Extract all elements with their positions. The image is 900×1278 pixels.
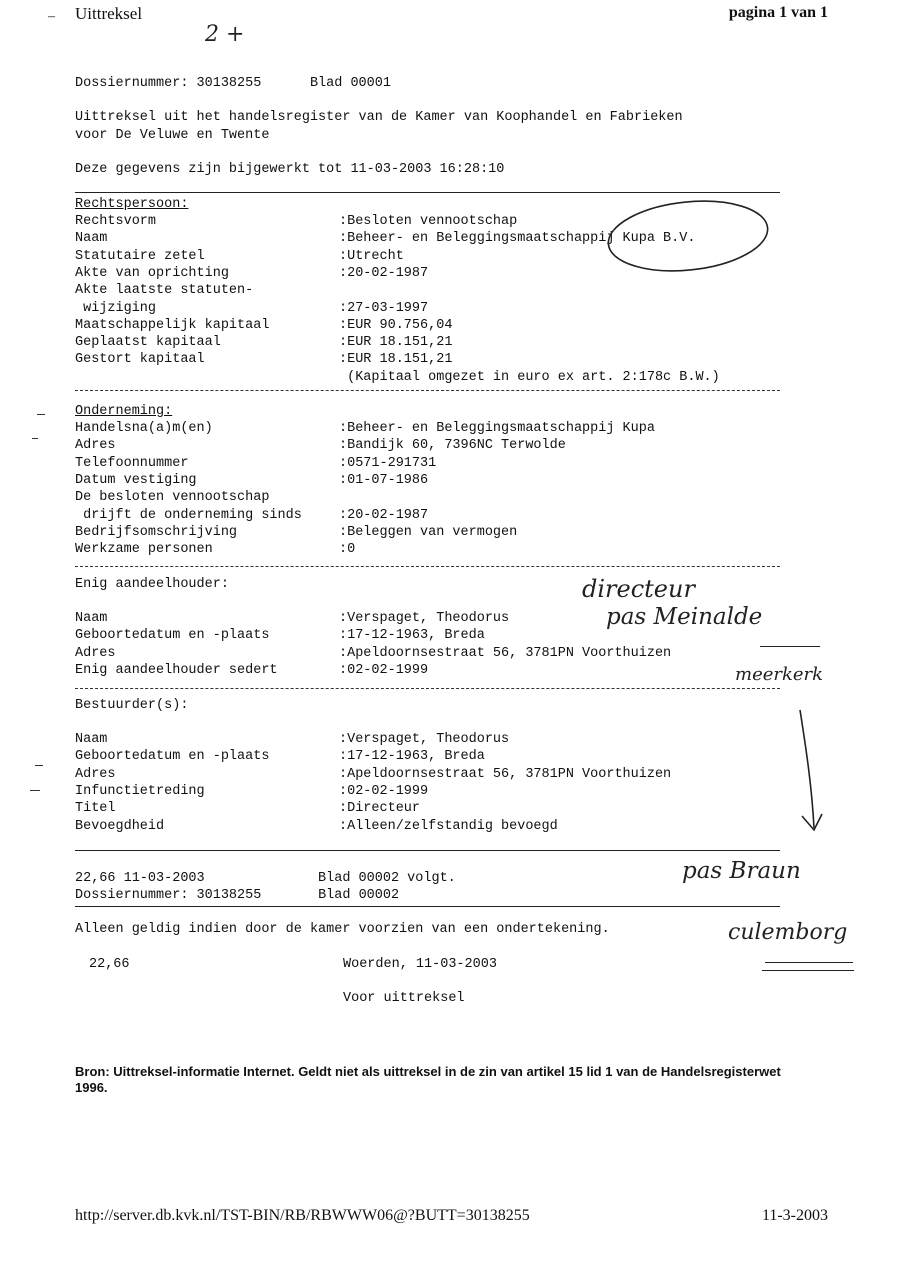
field-label: Handelsna(a)m(en) (75, 421, 213, 436)
section-rule (75, 192, 780, 193)
field-label: Statutaire zetel (75, 248, 205, 264)
field-row (75, 819, 558, 834)
field-row (75, 628, 485, 643)
handwritten-underline (765, 962, 853, 963)
field-label: Enig aandeelhouder sedert (75, 662, 278, 678)
field-value: :01-07-1986 (339, 472, 429, 488)
field-row (75, 301, 428, 316)
closing-line-2: Dossiernummer: 30138255 Blad 00002 (75, 888, 400, 903)
field-label: Geplaatst kapitaal (75, 335, 221, 351)
field-value: :02-02-1999 (339, 783, 429, 799)
field-value: :EUR 90.756,04 (339, 317, 453, 333)
field-value: :Verspaget, Theodorus (339, 611, 510, 626)
field-row (75, 473, 428, 488)
field-label: Naam (75, 611, 108, 626)
margin-mark (32, 438, 38, 439)
field-value: :Apeldoornsestraat 56, 3781PN Voorthuizen (339, 645, 672, 661)
field-label: Adres (75, 645, 116, 661)
field-row (75, 318, 452, 333)
field-value: :Utrecht (339, 248, 404, 264)
margin-mark (37, 414, 45, 415)
handwritten-underline (760, 646, 820, 647)
aandeelhouder-heading: Enig aandeelhouder: (75, 577, 229, 592)
validity-note: Alleen geldig indien door de kamer voorzien van een ondertekening. (75, 922, 610, 937)
field-row (75, 266, 428, 281)
field-value: :Besloten vennootschap (339, 214, 518, 229)
field-row (75, 801, 420, 816)
field-label: Akte van oprichting (75, 265, 229, 281)
section-rule (75, 688, 780, 689)
register-title-line1: Uittreksel uit het handelsregister van de Kamer van Koophandel en Fabrieken (75, 110, 683, 125)
handwritten-note: culemborg (728, 920, 848, 945)
field-row (75, 732, 509, 747)
arrow-down-icon (790, 708, 830, 836)
field-label: Geboortedatum en -plaats (75, 749, 270, 765)
field-row (75, 352, 452, 367)
section-rule (75, 390, 780, 391)
field-value: :Bandijk 60, 7396NC Terwolde (339, 438, 566, 454)
voor-uittreksel: Voor uittreksel (343, 991, 465, 1006)
field-label: Bedrijfsomschrijving (75, 524, 238, 540)
field-value: :Beheer- en Beleggingsmaatschappij Kupa (339, 421, 655, 436)
rechtspersoon-heading: Rechtspersoon: (75, 197, 189, 212)
field-value: :0571-291731 (339, 455, 437, 471)
handwritten-underline (762, 970, 854, 971)
field-label: wijziging (75, 300, 157, 316)
field-value: :Beleggen van vermogen (339, 524, 518, 540)
field-label: Geboortedatum en -plaats (75, 628, 270, 644)
field-row (75, 646, 671, 661)
field-row (75, 421, 655, 436)
field-value: (Kapitaal omgezet in euro ex art. 2:178c B.W.) (339, 369, 720, 385)
handwritten-note: meerkerk (735, 664, 824, 685)
field-label: De besloten vennootschap (75, 490, 270, 506)
source-disclaimer: Bron: Uittreksel-informatie Internet. Geldt niet als uittreksel in de zin van artikel 15 lid 1 van de Handelsregisterwet 1996. (75, 1064, 781, 1095)
field-row (75, 370, 720, 385)
field-label: Rechtsvorm (75, 214, 157, 229)
field-row (75, 784, 428, 799)
field-label: Naam (75, 231, 108, 247)
handwritten-circle (600, 196, 775, 278)
field-row (75, 525, 517, 540)
field-row (75, 542, 355, 557)
section-rule (75, 906, 780, 907)
source-url[interactable]: http://server.db.kvk.nl/TST-BIN/RB/RBWWW06@?BUTT=30138255 (75, 1207, 530, 1224)
field-value: :0 (339, 542, 356, 558)
field-label: Gestort kapitaal (75, 352, 205, 368)
field-value: :20-02-1987 (339, 507, 429, 523)
dossier-number: Dossiernummer: 30138255 Blad 00001 (75, 76, 391, 91)
field-value: :EUR 18.151,21 (339, 352, 453, 368)
field-value: :Verspaget, Theodorus (339, 732, 510, 747)
field-label: Naam (75, 732, 108, 747)
fee-amount: 22,66 (89, 957, 130, 972)
handwritten-note: directeur (582, 575, 695, 603)
field-value: :EUR 18.151,21 (339, 335, 453, 351)
bestuurders-heading: Bestuurder(s): (75, 698, 189, 713)
field-label: Telefoonnummer (75, 455, 189, 471)
field-value: :Directeur (339, 801, 421, 817)
field-label: Datum vestiging (75, 472, 197, 488)
handwritten-note: pas Braun (682, 858, 801, 884)
field-row (75, 438, 566, 453)
field-row (75, 663, 428, 678)
section-rule (75, 566, 780, 567)
field-value: :17-12-1963, Breda (339, 628, 485, 644)
field-label: Akte laatste statuten- (75, 283, 254, 299)
onderneming-heading: Onderneming: (75, 404, 173, 419)
closing-line-1: 22,66 11-03-2003 Blad 00002 volgt. (75, 871, 456, 886)
register-title-line2: voor De Veluwe en Twente (75, 128, 270, 143)
margin-mark (35, 765, 43, 766)
updated-timestamp: Deze gegevens zijn bijgewerkt tot 11-03-2003 16:28:10 (75, 162, 505, 177)
section-rule (75, 850, 780, 851)
field-row (75, 214, 517, 229)
field-row (75, 508, 428, 523)
field-row (75, 767, 671, 782)
field-row (75, 490, 339, 505)
field-row (75, 249, 404, 264)
page-indicator: pagina 1 van 1 (728, 4, 828, 21)
handwritten-mark: 2 + (205, 22, 245, 47)
handwritten-note: pas Meinalde (606, 604, 763, 630)
field-value: :17-12-1963, Breda (339, 749, 485, 765)
field-label: Titel (75, 801, 116, 817)
field-value: :02-02-1999 (339, 662, 429, 678)
print-date: 11-3-2003 (761, 1207, 828, 1224)
field-label: Infunctietreding (75, 783, 205, 799)
field-value: :20-02-1987 (339, 265, 429, 281)
field-row (75, 611, 509, 626)
field-label: Maatschappelijk kapitaal (75, 317, 270, 333)
field-label: Adres (75, 766, 116, 782)
field-label: Adres (75, 438, 116, 454)
field-row (75, 749, 485, 764)
field-row (75, 335, 452, 350)
field-row (75, 456, 436, 471)
field-value: :Beheer- en Beleggingsmaatschappij Kupa B.V. (339, 231, 696, 247)
field-value: :27-03-1997 (339, 300, 429, 316)
field-label: Bevoegdheid (75, 818, 165, 834)
field-label: drijft de onderneming sinds (75, 507, 302, 523)
field-value: :Alleen/zelfstandig bevoegd (339, 818, 558, 834)
document-title: Uittreksel (75, 4, 143, 23)
header-dash: – (48, 9, 55, 24)
field-row (75, 283, 339, 298)
margin-mark (30, 790, 40, 791)
field-label: Werkzame personen (75, 542, 213, 558)
place-date: Woerden, 11-03-2003 (343, 957, 497, 972)
field-value: :Apeldoornsestraat 56, 3781PN Voorthuizen (339, 766, 672, 782)
